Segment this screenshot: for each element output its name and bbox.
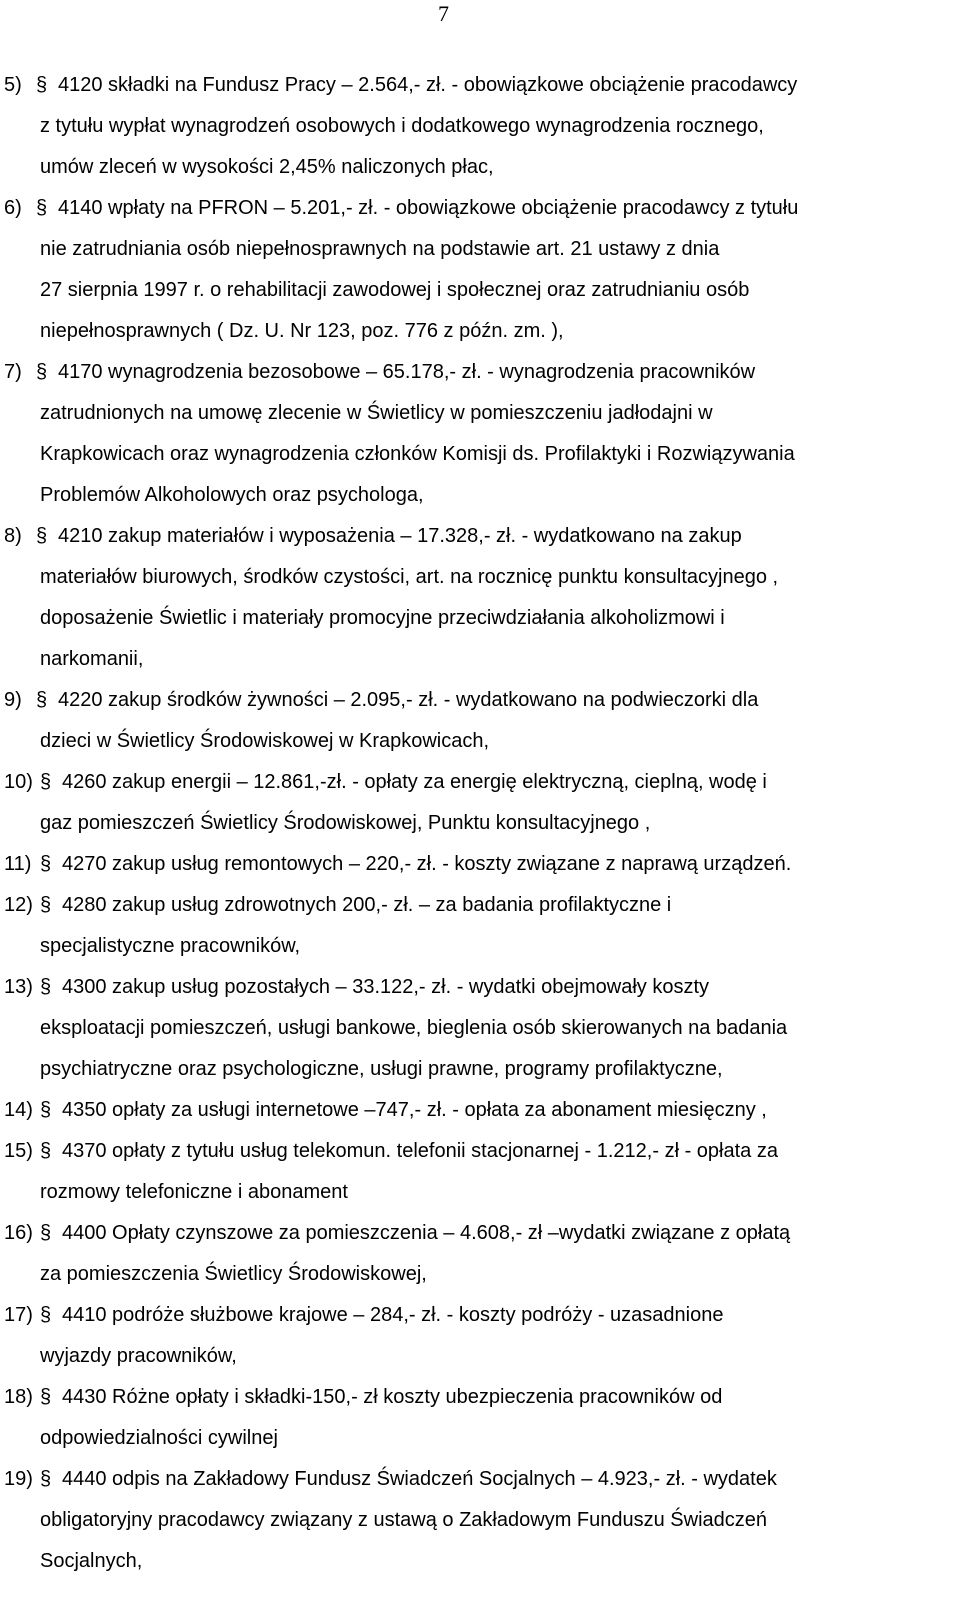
list-item-first-line [0,762,960,803]
list-item-continuation-line [0,926,960,967]
list-item-text: dzieci w Świetlicy Środowiskowej w Krapkowicach, [40,730,490,752]
section-sign-symbol: § [36,689,48,711]
list-item-number: 18) [4,1386,33,1408]
list-item-text: 4170 wynagrodzenia bezosobowe – 65.178,- zł. - wynagrodzenia pracowników [58,361,756,383]
list-item-first-line [0,1090,960,1131]
list-item-continuation-line [0,147,960,188]
section-sign-symbol: § [40,1222,52,1244]
list-item-text: rozmowy telefoniczne i abonament [40,1181,348,1203]
list-item-number: 16) [4,1222,33,1244]
list-item-first-line [0,680,960,721]
list-item-continuation-line [0,1541,960,1582]
list-item-text: 4440 odpis na Zakładowy Fundusz Świadczeń Socjalnych – 4.923,- zł. - wydatek [62,1468,777,1490]
list-item-text: Krapkowicach oraz wynagrodzenia członków Komisji ds. Profilaktyki i Rozwiązywania [40,443,795,465]
list-item [0,885,960,967]
list-item-text: 4260 zakup energii – 12.861,-zł. - opłaty za energię elektryczną, cieplną, wodę i [62,771,767,793]
list-item-text: gaz pomieszczeń Świetlicy Środowiskowej, Punktu konsultacyjnego , [40,812,651,834]
list-item [0,1295,960,1377]
list-item-continuation-line [0,1172,960,1213]
list-item-text: zatrudnionych na umowę zlecenie w Świetlicy w pomieszczeniu jadłodajni w [40,402,713,424]
list-item-continuation-line [0,1500,960,1541]
section-sign-symbol: § [40,894,52,916]
list-item-continuation-line [0,803,960,844]
list-item-first-line [0,1295,960,1336]
list-item [0,1213,960,1295]
list-item-continuation-line [0,1049,960,1090]
list-item-text: nie zatrudniania osób niepełnosprawnych na podstawie art. 21 ustawy z dnia [40,238,720,260]
section-sign-symbol: § [40,1140,52,1162]
list-item-text: Problemów Alkoholowych oraz psychologa, [40,484,424,506]
list-item [0,680,960,762]
list-item-continuation-line [0,229,960,270]
list-item-text: wyjazdy pracowników, [40,1345,237,1367]
list-item-text: doposażenie Świetlic i materiały promocyjne przeciwdziałania alkoholizmowi i [40,607,725,629]
list-item-first-line [0,516,960,557]
list-item-number: 9) [4,689,22,711]
page-number: 7 [438,1,449,26]
list-item-text: psychiatryczne oraz psychologiczne, usługi prawne, programy profilaktyczne, [40,1058,723,1080]
list-item [0,516,960,680]
list-item-continuation-line [0,1418,960,1459]
list-item-text: 4140 wpłaty na PFRON – 5.201,- zł. - obowiązkowe obciążenie pracodawcy z tytułu [58,197,799,219]
list-item-number: 7) [4,361,22,383]
list-item-number: 13) [4,976,33,998]
list-item-first-line [0,1459,960,1500]
list-item [0,188,960,352]
list-item-text: odpowiedzialności cywilnej [40,1427,278,1449]
list-item-number: 15) [4,1140,33,1162]
list-item [0,844,960,885]
list-item-first-line [0,967,960,1008]
list-item-continuation-line [0,1008,960,1049]
section-sign-symbol: § [36,361,48,383]
list-item-first-line [0,885,960,926]
list-item-first-line [0,65,960,106]
list-item [0,65,960,188]
section-sign-symbol: § [40,853,52,875]
section-sign-symbol: § [36,74,48,96]
list-item-number: 12) [4,894,33,916]
list-item-text: umów zleceń w wysokości 2,45% naliczonych płac, [40,156,494,178]
list-item-number: 14) [4,1099,33,1121]
list-item-text: 4210 zakup materiałów i wyposażenia – 17.328,- zł. - wydatkowano na zakup [58,525,742,547]
list-item-continuation-line [0,1336,960,1377]
list-item-text: 4280 zakup usług zdrowotnych 200,- zł. – za badania profilaktyczne i [62,894,672,916]
document-body [0,65,960,1582]
list-item-text: narkomanii, [40,648,144,670]
list-item-text: 4430 Różne opłaty i składki-150,- zł koszty ubezpieczenia pracowników od [62,1386,723,1408]
list-item-text: 4350 opłaty za usługi internetowe –747,- zł. - opłata za abonament miesięczny , [62,1099,767,1121]
list-item-text: z tytułu wypłat wynagrodzeń osobowych i dodatkowego wynagrodzenia rocznego, [40,115,764,137]
list-item-continuation-line [0,270,960,311]
list-item [0,762,960,844]
list-item-number: 17) [4,1304,33,1326]
list-item [0,1090,960,1131]
list-item-continuation-line [0,598,960,639]
list-item-text: 4270 zakup usług remontowych – 220,- zł. - koszty związane z naprawą urządzeń. [62,853,792,875]
section-sign-symbol: § [40,1304,52,1326]
list-item-continuation-line [0,311,960,352]
list-item-number: 19) [4,1468,33,1490]
list-item-continuation-line [0,1254,960,1295]
list-item-number: 6) [4,197,22,219]
list-item-text: eksploatacji pomieszczeń, usługi bankowe, bieglenia osób skierowanych na badania [40,1017,788,1039]
list-item [0,967,960,1090]
list-item-first-line [0,1213,960,1254]
list-item-text: 4370 opłaty z tytułu usług telekomun. telefonii stacjonarnej - 1.212,- zł - opłata za [62,1140,778,1162]
list-item [0,1131,960,1213]
section-sign-symbol: § [40,1468,52,1490]
section-sign-symbol: § [36,525,48,547]
list-item-text: niepełnosprawnych ( Dz. U. Nr 123, poz. 776 z późn. zm. ), [40,320,564,342]
list-item-continuation-line [0,721,960,762]
list-item-continuation-line [0,106,960,147]
list-item-first-line [0,1131,960,1172]
section-sign-symbol: § [40,771,52,793]
list-item-text: materiałów biurowych, środków czystości, art. na rocznicę punktu konsultacyjnego , [40,566,779,588]
list-item [0,1459,960,1582]
list-item-text: 4300 zakup usług pozostałych – 33.122,- zł. - wydatki obejmowały koszty [62,976,710,998]
list-item-number: 5) [4,74,22,96]
list-item-continuation-line [0,475,960,516]
list-item-text: 4410 podróże służbowe krajowe – 284,- zł. - koszty podróży - uzasadnione [62,1304,724,1326]
list-item-continuation-line [0,434,960,475]
list-item-first-line [0,352,960,393]
list-item-text: 4400 Opłaty czynszowe za pomieszczenia – 4.608,- zł –wydatki związane z opłatą [62,1222,791,1244]
section-sign-symbol: § [40,976,52,998]
list-item-first-line [0,1377,960,1418]
list-item [0,352,960,516]
list-item-continuation-line [0,639,960,680]
list-item-text: za pomieszczenia Świetlicy Środowiskowej, [40,1263,427,1285]
list-item-text: 4120 składki na Fundusz Pracy – 2.564,- zł. - obowiązkowe obciążenie pracodawcy [58,74,798,96]
list-item-number: 10) [4,771,33,793]
section-sign-symbol: § [40,1099,52,1121]
list-item-text: Socjalnych, [40,1550,143,1572]
list-item-first-line [0,188,960,229]
list-item [0,1377,960,1459]
list-item-text: specjalistyczne pracowników, [40,935,301,957]
section-sign-symbol: § [40,1386,52,1408]
list-item-continuation-line [0,557,960,598]
list-item-text: obligatoryjny pracodawcy związany z ustawą o Zakładowym Funduszu Świadczeń [40,1509,768,1531]
list-item-text: 4220 zakup środków żywności – 2.095,- zł. - wydatkowano na podwieczorki dla [58,689,759,711]
list-item-number: 8) [4,525,22,547]
list-item-continuation-line [0,393,960,434]
list-item-text: 27 sierpnia 1997 r. o rehabilitacji zawodowej i społecznej oraz zatrudnianiu osób [40,279,750,301]
list-item-first-line [0,844,960,885]
list-item-number: 11) [4,853,32,875]
section-sign-symbol: § [36,197,48,219]
